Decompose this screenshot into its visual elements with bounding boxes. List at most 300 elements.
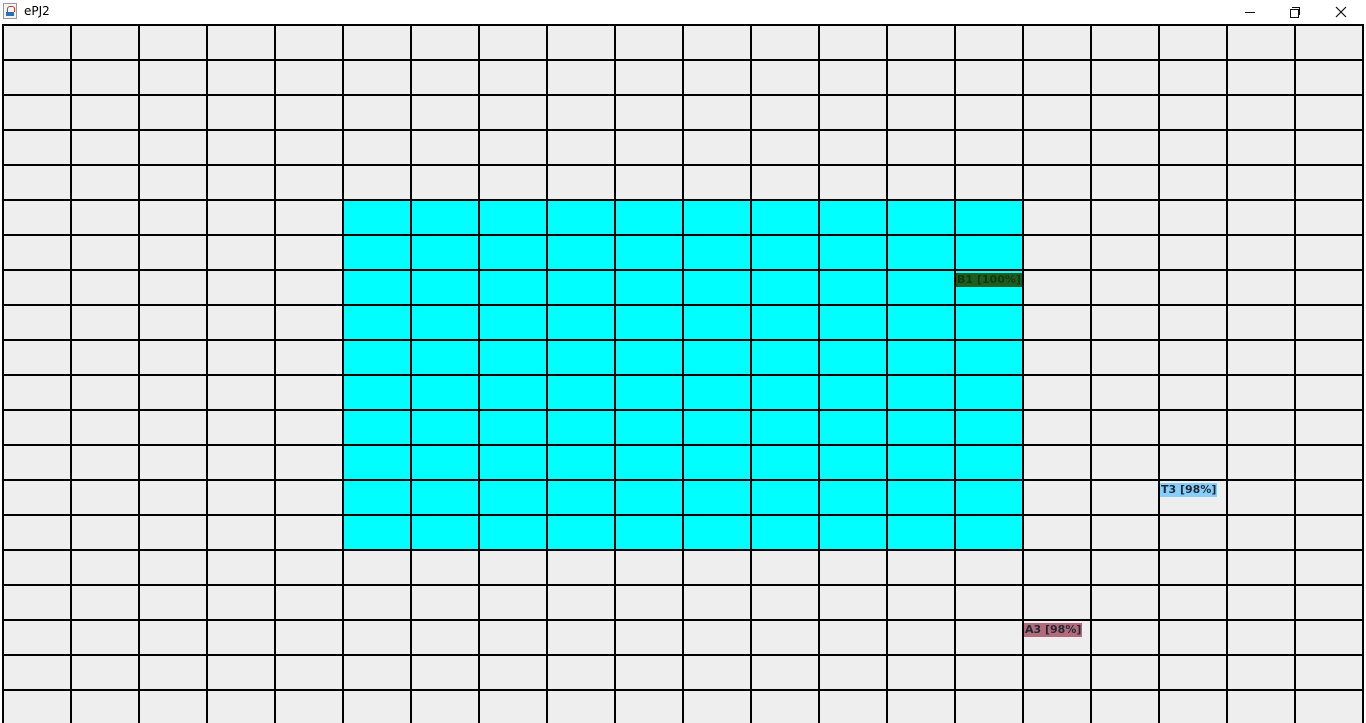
water-cell[interactable] (888, 271, 954, 304)
grid-cell[interactable] (140, 621, 206, 654)
grid-cell[interactable] (208, 691, 274, 723)
grid-cell[interactable] (752, 26, 818, 59)
grid-cell[interactable] (4, 411, 70, 444)
grid-cell[interactable] (888, 61, 954, 94)
water-cell[interactable] (344, 271, 410, 304)
grid-cell[interactable] (1092, 621, 1158, 654)
grid-cell[interactable] (208, 201, 274, 234)
grid-cell[interactable] (208, 586, 274, 619)
grid-cell[interactable] (1296, 306, 1362, 339)
grid-cell[interactable] (548, 551, 614, 584)
grid-cell[interactable] (4, 516, 70, 549)
grid-cell[interactable] (4, 621, 70, 654)
water-cell[interactable] (412, 271, 478, 304)
grid-cell[interactable] (344, 621, 410, 654)
water-cell[interactable] (344, 306, 410, 339)
grid-cell[interactable] (1296, 201, 1362, 234)
b-agent[interactable]: B1 [100%] (957, 273, 1021, 286)
water-cell[interactable] (752, 481, 818, 514)
grid-cell[interactable] (4, 166, 70, 199)
grid-cell[interactable] (4, 96, 70, 129)
grid-cell[interactable] (412, 131, 478, 164)
grid-cell[interactable] (752, 96, 818, 129)
water-cell[interactable] (344, 516, 410, 549)
grid-cell[interactable] (548, 656, 614, 689)
water-cell[interactable] (752, 341, 818, 374)
grid-cell[interactable] (480, 131, 546, 164)
water-cell[interactable] (616, 481, 682, 514)
grid-cell[interactable] (412, 656, 478, 689)
grid-cell[interactable] (276, 516, 342, 549)
grid-cell[interactable] (1160, 271, 1226, 304)
grid-cell[interactable] (1092, 341, 1158, 374)
grid-cell[interactable] (820, 26, 886, 59)
grid-cell[interactable] (1024, 656, 1090, 689)
grid-cell[interactable] (140, 26, 206, 59)
grid-cell[interactable] (208, 96, 274, 129)
grid-cell[interactable] (140, 551, 206, 584)
grid-cell[interactable] (208, 481, 274, 514)
grid-cell[interactable] (4, 656, 70, 689)
water-cell[interactable] (820, 446, 886, 479)
grid-cell[interactable] (1160, 411, 1226, 444)
grid-cell[interactable] (480, 166, 546, 199)
grid-cell[interactable] (276, 166, 342, 199)
grid-cell[interactable] (72, 691, 138, 723)
grid-cell[interactable] (480, 656, 546, 689)
grid-cell[interactable] (548, 621, 614, 654)
grid-cell[interactable] (888, 621, 954, 654)
grid-cell[interactable] (72, 306, 138, 339)
grid-cell[interactable] (1228, 131, 1294, 164)
grid-cell[interactable] (1228, 236, 1294, 269)
grid-cell[interactable] (1228, 306, 1294, 339)
water-cell[interactable] (888, 376, 954, 409)
grid-cell[interactable] (888, 656, 954, 689)
water-cell[interactable] (344, 481, 410, 514)
water-cell[interactable] (344, 446, 410, 479)
grid-cell[interactable] (4, 26, 70, 59)
grid-cell[interactable] (276, 376, 342, 409)
water-cell[interactable] (412, 446, 478, 479)
water-cell[interactable] (616, 271, 682, 304)
water-cell[interactable] (820, 306, 886, 339)
grid-cell[interactable] (276, 26, 342, 59)
water-cell[interactable] (548, 306, 614, 339)
grid-cell[interactable] (72, 656, 138, 689)
grid-cell[interactable] (1160, 131, 1226, 164)
water-cell[interactable] (548, 411, 614, 444)
grid-cell[interactable] (956, 656, 1022, 689)
grid-cell[interactable] (344, 61, 410, 94)
grid-cell[interactable] (888, 131, 954, 164)
grid-cell[interactable] (684, 166, 750, 199)
grid-cell[interactable] (208, 306, 274, 339)
minimize-button[interactable] (1227, 0, 1273, 24)
grid-cell[interactable] (72, 586, 138, 619)
water-cell[interactable] (480, 236, 546, 269)
water-cell[interactable] (480, 201, 546, 234)
grid-cell[interactable] (616, 166, 682, 199)
water-cell[interactable] (888, 201, 954, 234)
water-cell[interactable] (684, 481, 750, 514)
water-cell[interactable] (480, 516, 546, 549)
grid-cell[interactable] (1296, 551, 1362, 584)
grid-cell[interactable] (616, 551, 682, 584)
grid-cell[interactable] (1228, 656, 1294, 689)
grid-cell[interactable] (344, 26, 410, 59)
grid-cell[interactable] (72, 271, 138, 304)
grid-cell[interactable] (208, 341, 274, 374)
water-cell[interactable] (412, 236, 478, 269)
grid-cell[interactable] (140, 166, 206, 199)
water-cell[interactable] (956, 376, 1022, 409)
grid-cell[interactable] (140, 271, 206, 304)
grid-cell[interactable] (1228, 61, 1294, 94)
grid-cell[interactable] (888, 691, 954, 723)
grid-cell[interactable] (4, 691, 70, 723)
grid-cell[interactable] (1092, 306, 1158, 339)
grid-cell[interactable] (1024, 201, 1090, 234)
grid-cell[interactable] (412, 691, 478, 723)
grid-cell[interactable] (1296, 621, 1362, 654)
grid-cell[interactable] (276, 96, 342, 129)
water-cell[interactable] (956, 236, 1022, 269)
water-cell[interactable] (480, 411, 546, 444)
grid-cell[interactable] (888, 586, 954, 619)
water-cell[interactable] (412, 306, 478, 339)
grid-cell[interactable] (1160, 61, 1226, 94)
grid-cell[interactable] (276, 271, 342, 304)
grid-cell[interactable] (208, 236, 274, 269)
water-cell[interactable] (752, 376, 818, 409)
grid-cell[interactable] (1296, 691, 1362, 723)
water-cell[interactable] (820, 516, 886, 549)
grid-cell[interactable] (548, 26, 614, 59)
grid-cell[interactable] (616, 131, 682, 164)
water-cell[interactable] (684, 341, 750, 374)
grid-cell[interactable] (276, 201, 342, 234)
grid-cell[interactable] (1024, 376, 1090, 409)
grid-cell[interactable] (1296, 656, 1362, 689)
grid-cell[interactable] (1092, 166, 1158, 199)
grid-cell[interactable] (1228, 271, 1294, 304)
grid-cell[interactable] (208, 446, 274, 479)
water-cell[interactable] (956, 306, 1022, 339)
grid-cell[interactable] (1092, 551, 1158, 584)
grid-cell[interactable] (276, 586, 342, 619)
grid-cell[interactable] (276, 621, 342, 654)
water-cell[interactable] (956, 481, 1022, 514)
water-cell[interactable] (548, 481, 614, 514)
grid-cell[interactable] (1296, 516, 1362, 549)
grid-cell[interactable] (1228, 341, 1294, 374)
grid-cell[interactable] (1092, 271, 1158, 304)
grid-cell[interactable] (1296, 271, 1362, 304)
grid-cell[interactable] (684, 26, 750, 59)
water-cell[interactable] (548, 376, 614, 409)
water-cell[interactable] (752, 446, 818, 479)
grid-cell[interactable] (480, 691, 546, 723)
grid-cell[interactable] (684, 656, 750, 689)
grid-cell[interactable] (1024, 96, 1090, 129)
grid-cell[interactable] (276, 446, 342, 479)
grid-cell[interactable] (684, 551, 750, 584)
grid-cell[interactable] (480, 621, 546, 654)
grid-cell[interactable] (4, 61, 70, 94)
grid-cell[interactable] (276, 61, 342, 94)
grid-cell[interactable] (1092, 376, 1158, 409)
grid-cell[interactable] (1228, 446, 1294, 479)
grid-cell[interactable] (684, 586, 750, 619)
grid-cell[interactable] (616, 96, 682, 129)
water-cell[interactable] (412, 201, 478, 234)
grid-cell[interactable] (684, 96, 750, 129)
grid-cell[interactable] (1024, 271, 1090, 304)
grid-cell[interactable] (208, 131, 274, 164)
water-cell[interactable] (752, 236, 818, 269)
grid-cell[interactable] (956, 586, 1022, 619)
grid-cell[interactable] (72, 481, 138, 514)
grid-cell[interactable] (276, 306, 342, 339)
grid-cell[interactable] (1160, 201, 1226, 234)
grid-cell[interactable] (1228, 516, 1294, 549)
grid-cell[interactable] (1160, 306, 1226, 339)
water-cell[interactable] (480, 446, 546, 479)
grid-cell[interactable] (1092, 481, 1158, 514)
grid-cell[interactable] (1160, 481, 1226, 514)
grid-cell[interactable] (1024, 61, 1090, 94)
grid-cell[interactable] (1296, 341, 1362, 374)
grid-cell[interactable] (684, 691, 750, 723)
grid-cell[interactable] (4, 131, 70, 164)
grid-cell[interactable] (1228, 586, 1294, 619)
t3-agent[interactable]: T3 [98%] (1161, 483, 1217, 496)
grid-cell[interactable] (140, 656, 206, 689)
grid-cell[interactable] (1296, 96, 1362, 129)
grid-cell[interactable] (72, 166, 138, 199)
grid-cell[interactable] (1160, 446, 1226, 479)
grid-cell[interactable] (684, 61, 750, 94)
grid-cell[interactable] (1024, 621, 1090, 654)
grid-cell[interactable] (1160, 516, 1226, 549)
grid-cell[interactable] (140, 411, 206, 444)
a3-agent[interactable]: A3 [98%] (1025, 623, 1082, 636)
grid-cell[interactable] (1024, 341, 1090, 374)
grid-cell[interactable] (1228, 691, 1294, 723)
grid-cell[interactable] (72, 411, 138, 444)
grid-cell[interactable] (1024, 446, 1090, 479)
water-cell[interactable] (888, 481, 954, 514)
grid-cell[interactable] (140, 446, 206, 479)
grid-cell[interactable] (1228, 481, 1294, 514)
grid-cell[interactable] (1024, 306, 1090, 339)
grid-cell[interactable] (276, 341, 342, 374)
water-cell[interactable] (820, 201, 886, 234)
water-cell[interactable] (344, 201, 410, 234)
grid-cell[interactable] (1092, 411, 1158, 444)
grid-cell[interactable] (1024, 481, 1090, 514)
grid-cell[interactable] (140, 131, 206, 164)
water-cell[interactable] (548, 236, 614, 269)
grid-cell[interactable] (344, 96, 410, 129)
water-cell[interactable] (752, 271, 818, 304)
grid-cell[interactable] (208, 376, 274, 409)
grid-cell[interactable] (888, 26, 954, 59)
water-cell[interactable] (956, 271, 1022, 304)
grid-cell[interactable] (1160, 586, 1226, 619)
grid-cell[interactable] (4, 551, 70, 584)
grid-cell[interactable] (956, 131, 1022, 164)
grid-cell[interactable] (72, 516, 138, 549)
grid-cell[interactable] (1024, 236, 1090, 269)
grid-cell[interactable] (752, 691, 818, 723)
grid-cell[interactable] (4, 376, 70, 409)
grid-cell[interactable] (956, 96, 1022, 129)
water-cell[interactable] (820, 341, 886, 374)
grid-cell[interactable] (208, 166, 274, 199)
grid-cell[interactable] (72, 446, 138, 479)
grid-cell[interactable] (956, 551, 1022, 584)
grid-cell[interactable] (1228, 166, 1294, 199)
grid-cell[interactable] (276, 131, 342, 164)
grid-cell[interactable] (888, 166, 954, 199)
water-cell[interactable] (888, 341, 954, 374)
grid-cell[interactable] (1160, 26, 1226, 59)
water-cell[interactable] (412, 516, 478, 549)
water-cell[interactable] (616, 446, 682, 479)
water-cell[interactable] (956, 411, 1022, 444)
water-cell[interactable] (684, 446, 750, 479)
grid-cell[interactable] (1092, 201, 1158, 234)
water-cell[interactable] (956, 516, 1022, 549)
water-cell[interactable] (412, 411, 478, 444)
water-cell[interactable] (820, 411, 886, 444)
water-cell[interactable] (956, 446, 1022, 479)
grid-cell[interactable] (1092, 26, 1158, 59)
water-cell[interactable] (820, 376, 886, 409)
water-cell[interactable] (616, 411, 682, 444)
water-cell[interactable] (616, 306, 682, 339)
water-cell[interactable] (344, 376, 410, 409)
grid-cell[interactable] (752, 166, 818, 199)
water-cell[interactable] (888, 446, 954, 479)
water-cell[interactable] (344, 236, 410, 269)
maximize-button[interactable] (1272, 0, 1318, 24)
grid-cell[interactable] (548, 691, 614, 723)
grid-cell[interactable] (140, 376, 206, 409)
grid-cell[interactable] (820, 166, 886, 199)
grid-cell[interactable] (1296, 61, 1362, 94)
water-cell[interactable] (548, 516, 614, 549)
water-cell[interactable] (344, 411, 410, 444)
grid-cell[interactable] (412, 166, 478, 199)
grid-cell[interactable] (140, 586, 206, 619)
grid-cell[interactable] (140, 96, 206, 129)
grid-cell[interactable] (72, 26, 138, 59)
water-cell[interactable] (684, 376, 750, 409)
grid-cell[interactable] (1160, 551, 1226, 584)
grid-cell[interactable] (616, 26, 682, 59)
grid-cell[interactable] (1024, 166, 1090, 199)
grid-cell[interactable] (480, 96, 546, 129)
grid-cell[interactable] (1296, 26, 1362, 59)
grid-cell[interactable] (752, 656, 818, 689)
grid-cell[interactable] (1024, 411, 1090, 444)
grid-cell[interactable] (4, 586, 70, 619)
water-cell[interactable] (412, 481, 478, 514)
grid-cell[interactable] (548, 61, 614, 94)
grid-cell[interactable] (956, 621, 1022, 654)
grid-cell[interactable] (208, 61, 274, 94)
grid-cell[interactable] (1092, 131, 1158, 164)
water-cell[interactable] (344, 341, 410, 374)
grid-cell[interactable] (4, 306, 70, 339)
grid-cell[interactable] (140, 341, 206, 374)
water-cell[interactable] (480, 271, 546, 304)
water-cell[interactable] (684, 411, 750, 444)
water-cell[interactable] (684, 271, 750, 304)
grid-cell[interactable] (820, 691, 886, 723)
grid-cell[interactable] (480, 586, 546, 619)
grid-cell[interactable] (1160, 376, 1226, 409)
water-cell[interactable] (684, 201, 750, 234)
grid-cell[interactable] (820, 586, 886, 619)
grid-cell[interactable] (1024, 551, 1090, 584)
water-cell[interactable] (548, 201, 614, 234)
grid-cell[interactable] (412, 551, 478, 584)
grid-cell[interactable] (72, 236, 138, 269)
grid-cell[interactable] (208, 516, 274, 549)
grid-cell[interactable] (1296, 236, 1362, 269)
grid-cell[interactable] (1024, 131, 1090, 164)
grid-cell[interactable] (1160, 96, 1226, 129)
grid-cell[interactable] (4, 341, 70, 374)
grid-cell[interactable] (140, 61, 206, 94)
grid-cell[interactable] (1228, 26, 1294, 59)
water-cell[interactable] (684, 236, 750, 269)
grid-cell[interactable] (1092, 516, 1158, 549)
grid-cell[interactable] (1228, 376, 1294, 409)
grid-cell[interactable] (208, 26, 274, 59)
grid-cell[interactable] (276, 236, 342, 269)
close-button[interactable] (1318, 0, 1364, 24)
water-cell[interactable] (888, 516, 954, 549)
grid-cell[interactable] (1296, 481, 1362, 514)
grid-cell[interactable] (1160, 691, 1226, 723)
grid-cell[interactable] (208, 411, 274, 444)
grid-cell[interactable] (1024, 586, 1090, 619)
grid-cell[interactable] (1296, 411, 1362, 444)
grid-cell[interactable] (72, 551, 138, 584)
grid-cell[interactable] (752, 131, 818, 164)
grid-cell[interactable] (548, 166, 614, 199)
grid-cell[interactable] (72, 201, 138, 234)
grid-cell[interactable] (1228, 411, 1294, 444)
grid-cell[interactable] (72, 131, 138, 164)
grid-cell[interactable] (1228, 96, 1294, 129)
grid-cell[interactable] (1160, 236, 1226, 269)
water-cell[interactable] (684, 306, 750, 339)
grid-cell[interactable] (616, 691, 682, 723)
water-cell[interactable] (616, 376, 682, 409)
grid-cell[interactable] (1092, 586, 1158, 619)
grid-cell[interactable] (1296, 131, 1362, 164)
water-cell[interactable] (820, 481, 886, 514)
grid-cell[interactable] (208, 551, 274, 584)
grid-cell[interactable] (344, 586, 410, 619)
grid-cell[interactable] (412, 621, 478, 654)
